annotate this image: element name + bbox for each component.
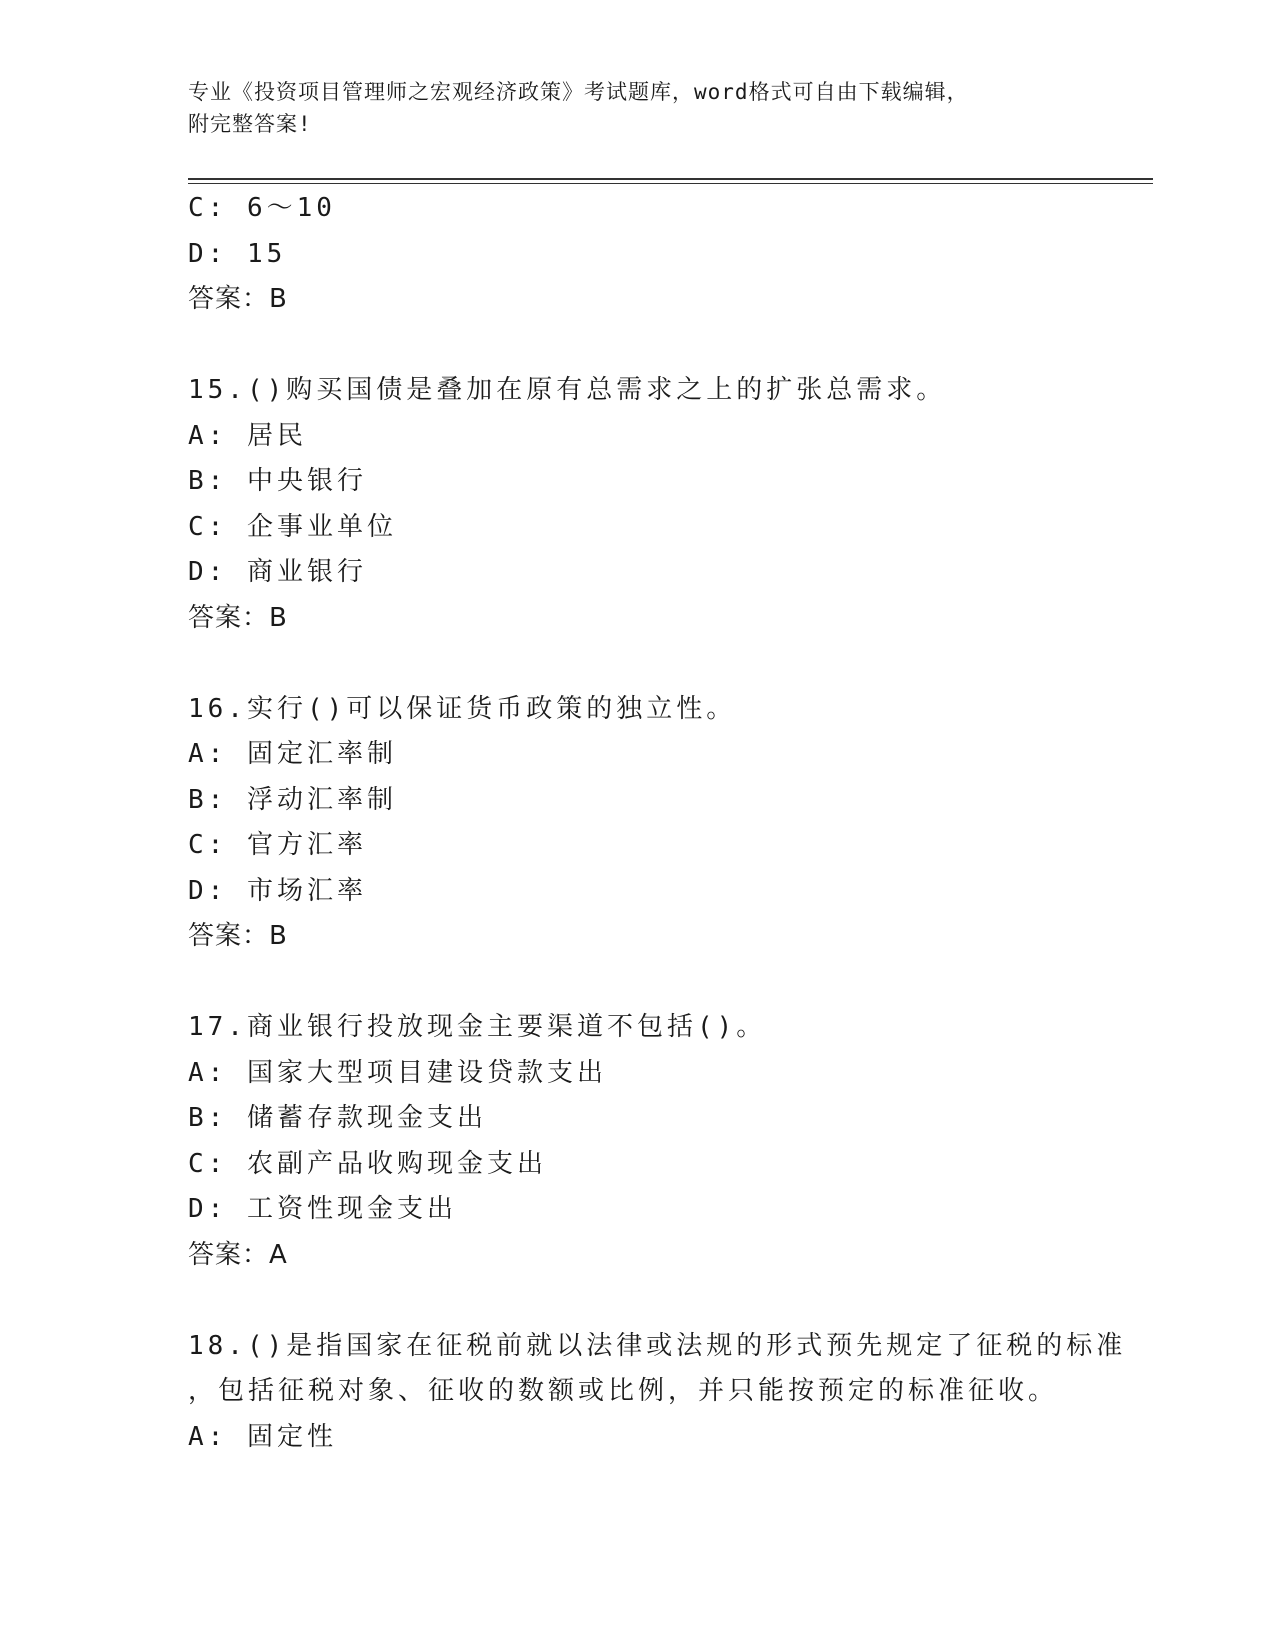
question-stem-continued: ，包括征税对象、征收的数额或比例，并只能按预定的标准征收。: [188, 1376, 1059, 1406]
question-stem: 15.()购买国债是叠加在原有总需求之上的扩张总需求。: [188, 375, 947, 405]
option-a: A: 固定汇率制: [188, 739, 397, 769]
option-b: B: 中央银行: [188, 466, 367, 496]
option-c: C: 6～10: [188, 193, 336, 223]
option-d: D: 工资性现金支出: [188, 1194, 457, 1224]
header-divider: [188, 178, 1153, 180]
option-b: B: 储蓄存款现金支出: [188, 1103, 487, 1133]
question-stem: 17.商业银行投放现金主要渠道不包括()。: [188, 1012, 767, 1042]
option-d: D: 15: [188, 238, 287, 269]
header-divider-thin: [188, 183, 1153, 184]
question-list: [188, 186, 1153, 1460]
option-c: C: 企事业单位: [188, 511, 397, 542]
answer: 答案：B: [188, 602, 288, 633]
option-a: A: 国家大型项目建设贷款支出: [188, 1057, 607, 1088]
option-d: D: 市场汇率: [188, 875, 367, 906]
header-line-2: 附完整答案!: [188, 112, 312, 136]
header-line-1: 专业《投资项目管理师之宏观经济政策》考试题库，word格式可自由下载编辑，: [188, 80, 969, 104]
option-c: C: 农副产品收购现金支出: [188, 1148, 547, 1179]
question-stem: 16.实行()可以保证货币政策的独立性。: [188, 693, 737, 724]
option-a: A: 固定性: [188, 1421, 337, 1452]
option-b: B: 浮动汇率制: [188, 784, 397, 815]
answer: 答案：A: [188, 1239, 288, 1270]
option-a: A: 居民: [188, 420, 307, 451]
question-stem: 18.()是指国家在征税前就以法律或法规的形式预先规定了征税的标准: [188, 1330, 1127, 1361]
option-c: C: 官方汇率: [188, 830, 367, 860]
option-d: D: 商业银行: [188, 557, 367, 587]
document-header: [188, 76, 1088, 140]
answer: 答案：B: [188, 284, 288, 314]
answer: 答案：B: [188, 921, 288, 951]
